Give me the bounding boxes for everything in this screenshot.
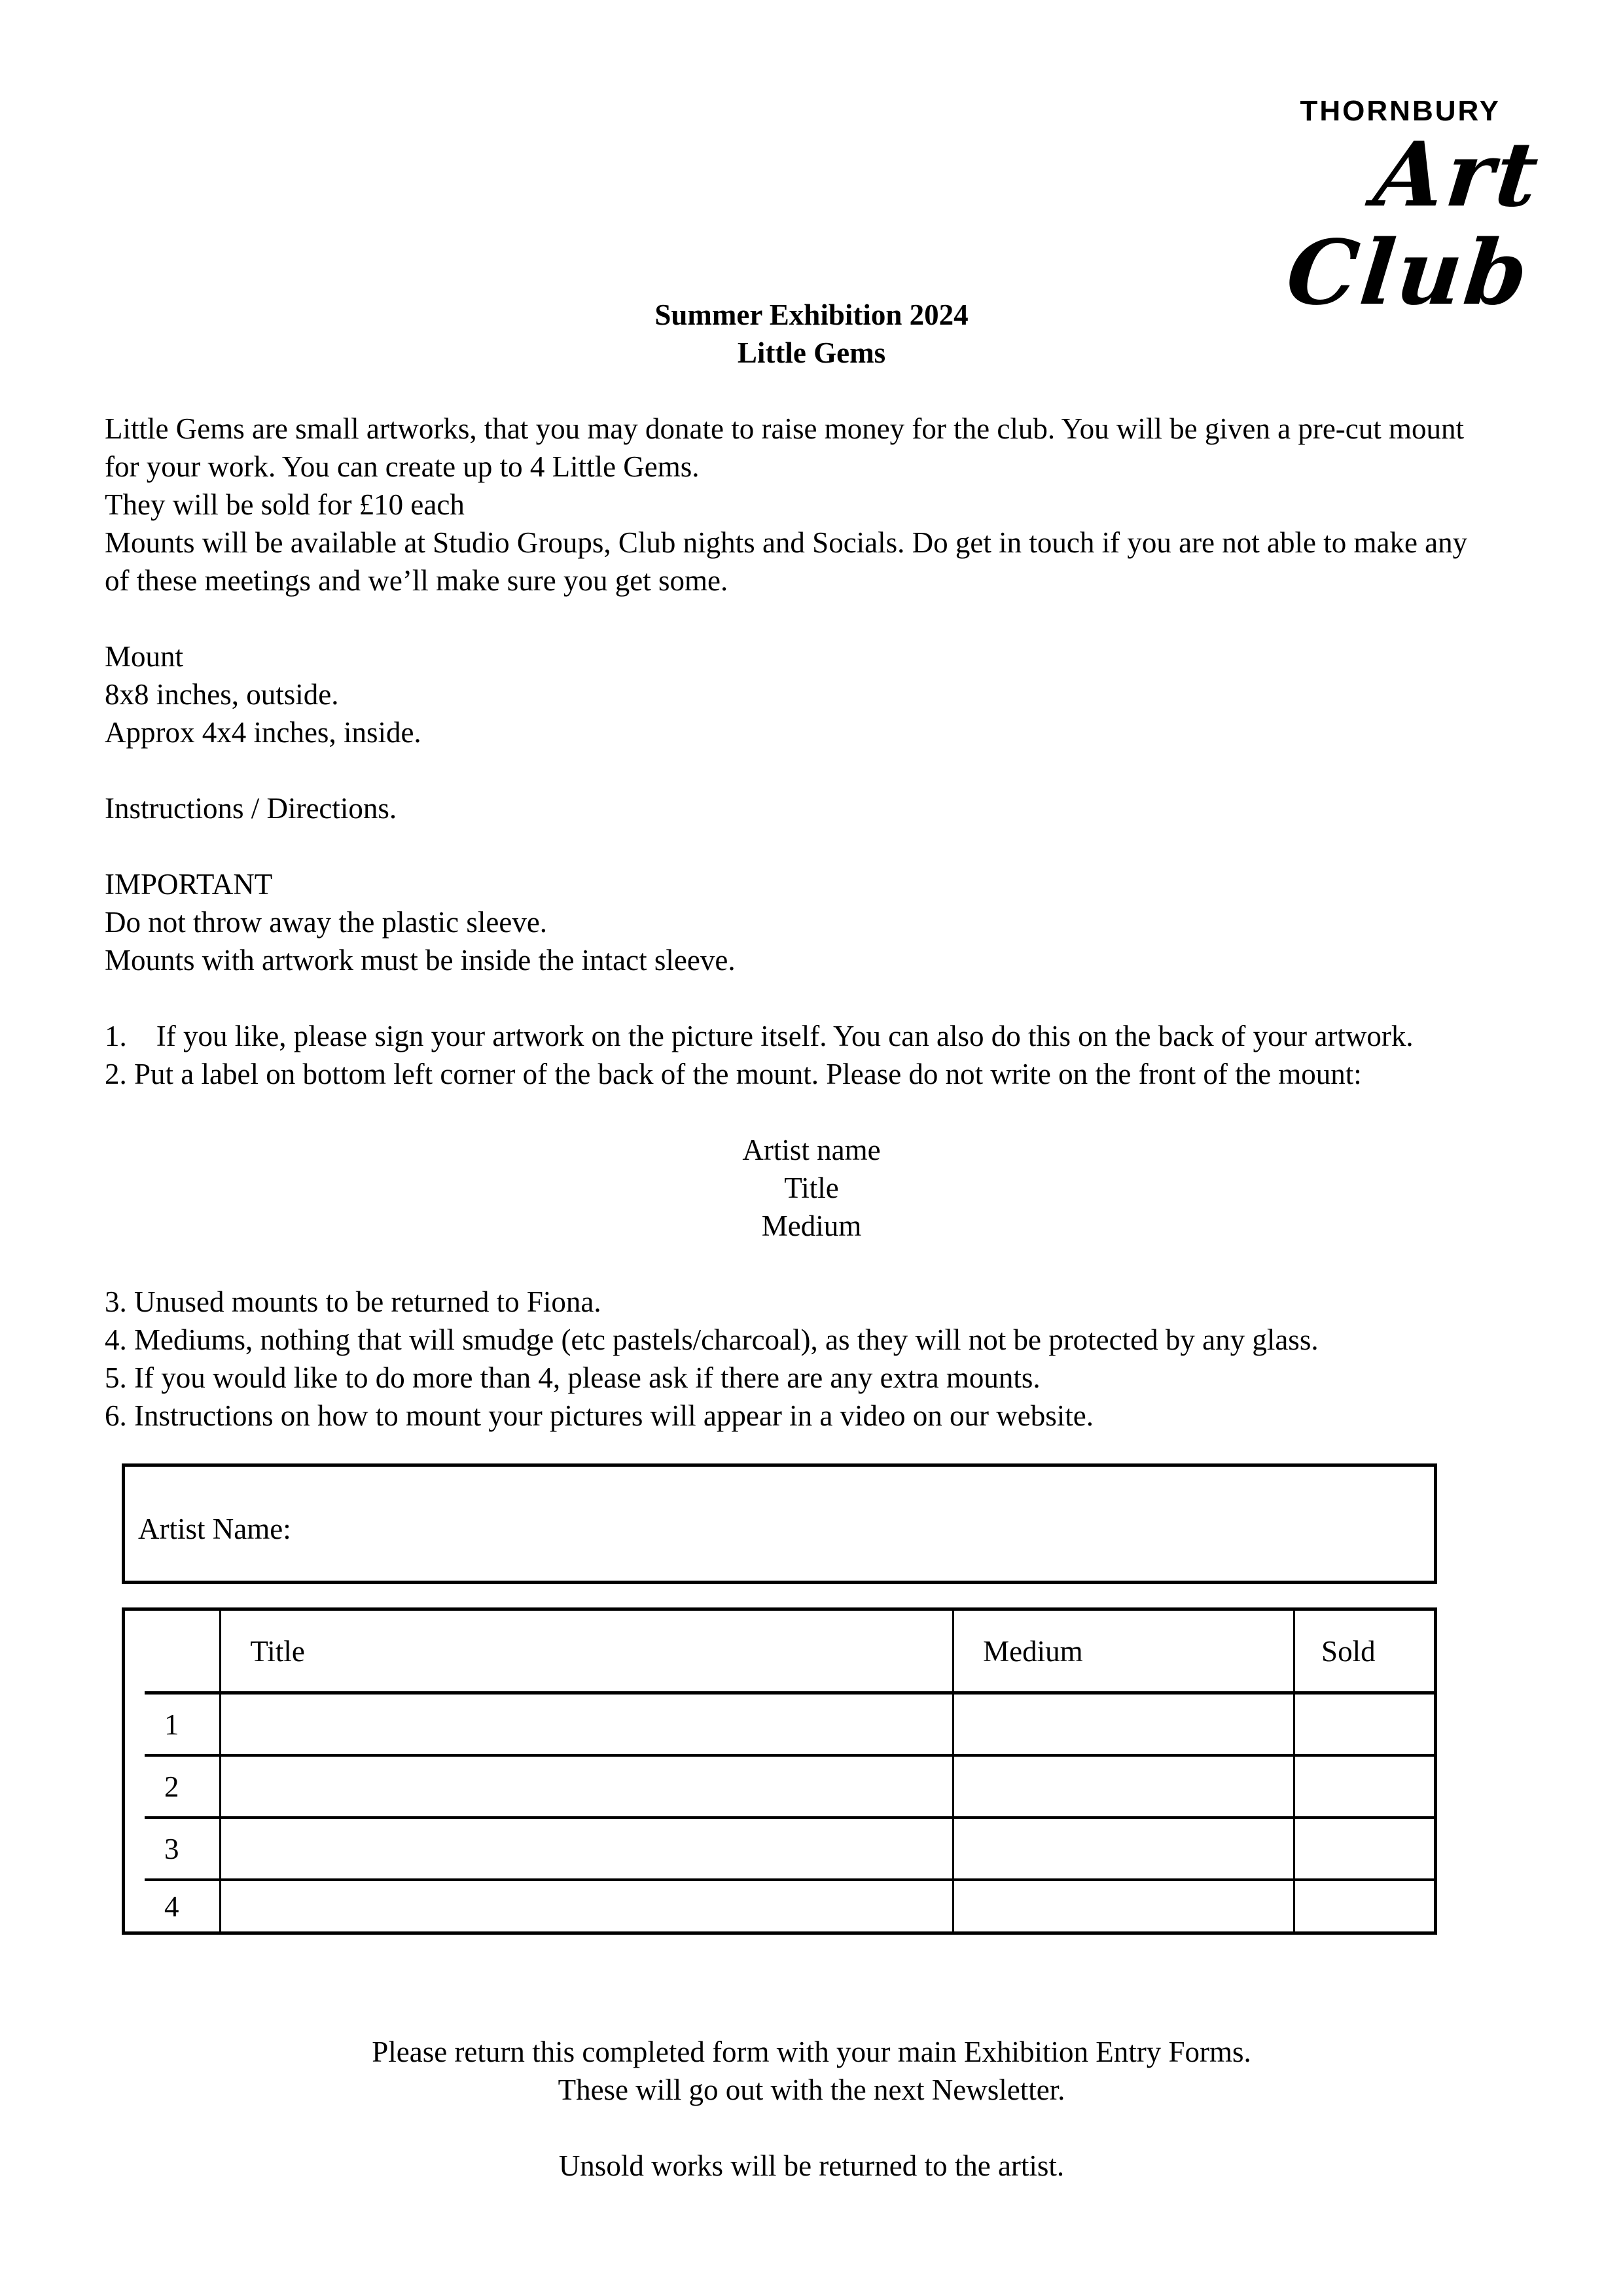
important-section	[105, 865, 1584, 979]
heading-subtitle: Little Gems	[737, 336, 886, 369]
title-cell[interactable]	[221, 1755, 954, 1818]
step-item: 1. If you like, please sign your artwork on the picture itself. You can also do this on the back of your artwork.	[105, 1020, 1414, 1052]
table-row	[145, 1880, 1434, 1932]
title-cell[interactable]	[221, 1880, 954, 1932]
footer-spacer	[0, 2109, 1623, 2147]
heading-title: Summer Exhibition 2024	[654, 298, 969, 331]
footer-line: Unsold works will be returned to the artist.	[558, 2149, 1065, 2182]
row-number: 1	[145, 1693, 221, 1756]
sold-cell[interactable]	[1294, 1755, 1434, 1818]
table-row	[145, 1818, 1434, 1880]
step-item: 5. If you would like to do more than 4, please ask if there are any extra mounts.	[105, 1361, 1041, 1394]
important-line: Mounts with artwork must be inside the intact sleeve.	[105, 944, 736, 977]
sold-cell[interactable]	[1294, 1818, 1434, 1880]
intro-line: of these meetings and we’ll make sure you get some.	[105, 564, 728, 597]
label-field-artist: Artist name	[742, 1134, 881, 1166]
column-header-number	[145, 1611, 221, 1693]
column-header-sold: Sold	[1294, 1611, 1434, 1693]
steps-list-a	[105, 1017, 1584, 1093]
label-fields	[0, 1131, 1623, 1245]
medium-cell[interactable]	[954, 1880, 1294, 1932]
title-cell[interactable]	[221, 1818, 954, 1880]
artist-name-field[interactable]	[122, 1463, 1437, 1584]
medium-cell[interactable]	[954, 1693, 1294, 1756]
intro-line: Little Gems are small artworks, that you may donate to raise money for the club. You will be given a pre-cut mount	[105, 412, 1465, 445]
medium-cell[interactable]	[954, 1755, 1294, 1818]
logo-top-text: THORNBURY	[1300, 95, 1501, 127]
intro-paragraph	[105, 410, 1584, 600]
row-number: 3	[145, 1818, 221, 1880]
label-field-medium: Medium	[761, 1210, 862, 1242]
sold-cell[interactable]	[1294, 1880, 1434, 1932]
club-logo	[1234, 95, 1546, 325]
intro-line: for your work. You can create up to 4 Little Gems.	[105, 450, 700, 483]
column-header-medium: Medium	[954, 1611, 1294, 1693]
intro-line: They will be sold for £10 each	[105, 488, 465, 521]
important-line: Do not throw away the plastic sleeve.	[105, 906, 548, 939]
row-number: 2	[145, 1755, 221, 1818]
table-row	[145, 1755, 1434, 1818]
step-item: 3. Unused mounts to be returned to Fiona.	[105, 1285, 601, 1318]
gems-table	[145, 1611, 1434, 1932]
footer-line: Please return this completed form with your main Exhibition Entry Forms.	[372, 2036, 1251, 2068]
mount-inside: Approx 4x4 inches, inside.	[105, 716, 421, 749]
footer-notes	[0, 2033, 1623, 2185]
mount-heading: Mount	[105, 640, 184, 673]
medium-cell[interactable]	[954, 1818, 1294, 1880]
artist-name-label: Artist Name:	[138, 1513, 291, 1545]
important-heading: IMPORTANT	[105, 868, 273, 901]
document-heading	[0, 296, 1623, 372]
step-item: 4. Mediums, nothing that will smudge (etc pastels/charcoal), as they will not be protected by any glass.	[105, 1323, 1319, 1356]
column-header-title: Title	[221, 1611, 954, 1693]
footer-line: These will go out with the next Newsletter.	[558, 2073, 1065, 2106]
mount-section	[105, 637, 1584, 751]
mount-outside: 8x8 inches, outside.	[105, 678, 339, 711]
table-row	[145, 1693, 1434, 1756]
label-field-title: Title	[784, 1172, 839, 1204]
sold-cell[interactable]	[1294, 1693, 1434, 1756]
steps-list-b	[105, 1283, 1584, 1435]
logo-script-text: Art Club	[1281, 122, 1546, 325]
row-number: 4	[164, 1890, 179, 1923]
title-cell[interactable]	[221, 1693, 954, 1756]
instructions-title: Instructions / Directions.	[105, 792, 397, 825]
step-item: 2. Put a label on bottom left corner of the back of the mount. Please do not write on the front of the mount:	[105, 1058, 1362, 1090]
table-header-row	[145, 1611, 1434, 1693]
step-item: 6. Instructions on how to mount your pictures will appear in a video on our website.	[105, 1399, 1094, 1432]
intro-line: Mounts will be available at Studio Groups, Club nights and Socials. Do get in touch if you are not able to make any	[105, 526, 1468, 559]
gems-table-box	[122, 1607, 1437, 1935]
